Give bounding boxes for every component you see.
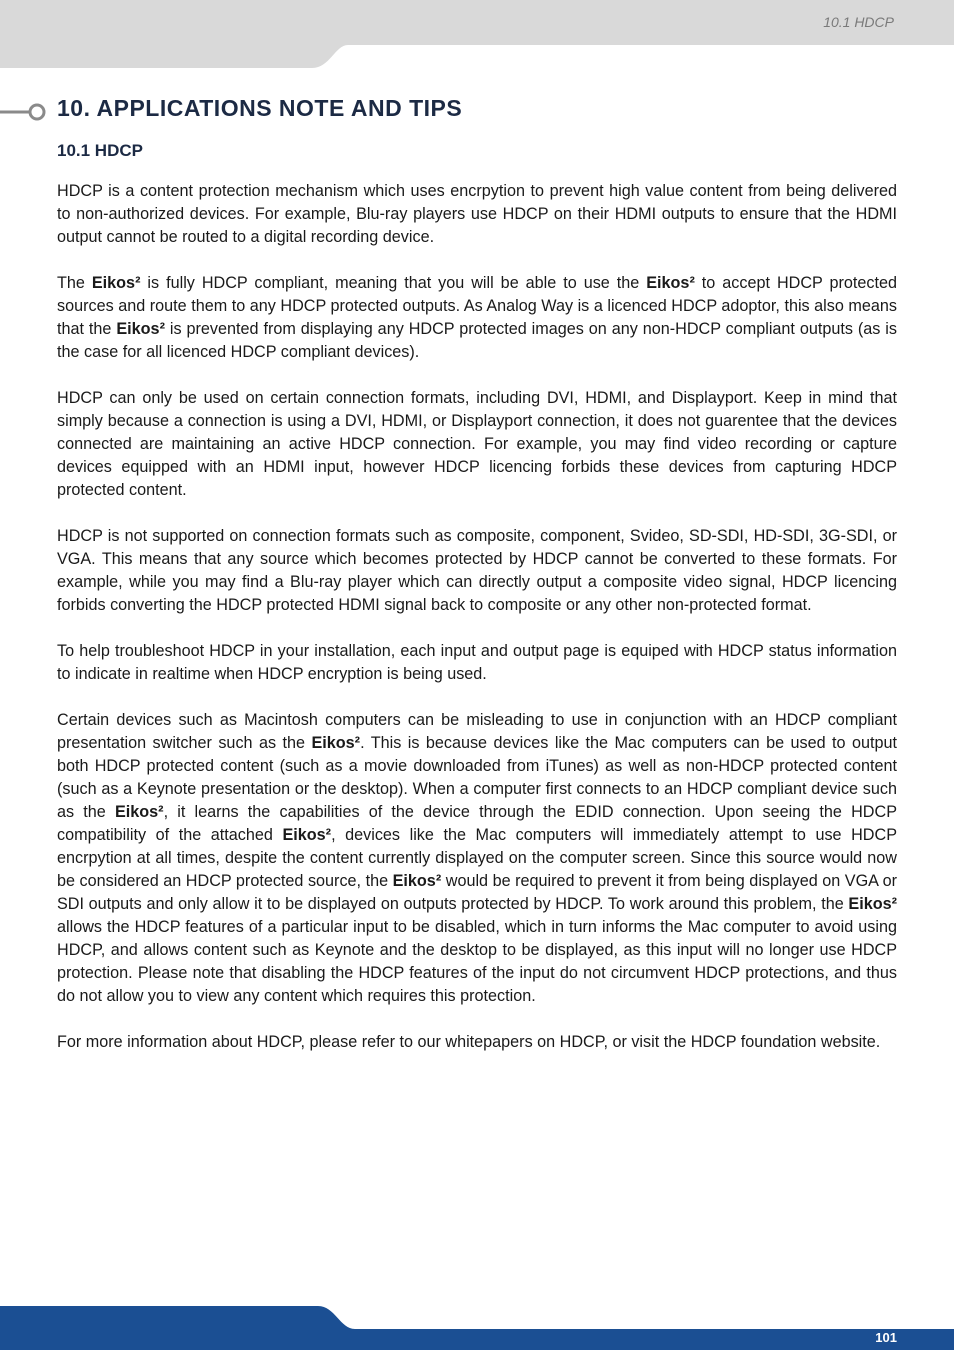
chapter-title: 10. APPLICATIONS NOTE AND TIPS xyxy=(57,95,463,121)
product-name: Eikos² xyxy=(91,274,141,292)
title-ornament xyxy=(0,102,48,122)
paragraph: HDCP is a content protection mechanism which uses encrpytion to prevent high value content from being delivered to non-authorized devices. For example, Blu-ray players use HDCP on their HDMI outputs to ensure that the HDMI output cannot be routed to a digital recording device. xyxy=(57,182,897,246)
page-number: 101 xyxy=(875,1330,897,1345)
product-name: Eikos² xyxy=(311,734,361,752)
section-title: 10.1 HDCP xyxy=(57,141,143,160)
paragraph: HDCP can only be used on certain connection formats, including DVI, HDMI, and Displayport. Keep in mind that simply because a connection is using a DVI, HDMI, or Displayport connection, it does not guarentee that the devices connected are maintaining an active HDCP connection. For example, you may find video recording or capture devices equipped with an HDMI input, however HDCP licencing forbids these devices from capturing HDCP protected content. xyxy=(57,389,897,499)
product-name: Eikos² xyxy=(392,872,442,890)
product-name: Eikos² xyxy=(646,274,695,292)
running-header: 10.1 HDCP xyxy=(823,14,894,30)
product-name: Eikos² xyxy=(848,895,897,913)
product-name: Eikos² xyxy=(116,320,165,338)
paragraph: HDCP is not supported on connection formats such as composite, component, Svideo, SD-SDI, HD-SDI, 3G-SDI, or VGA. This means that any source which becomes protected by HDCP cannot be converted to these formats. For example, while you may find a Blu-ray player which can directly output a composite video signal, HDCP licencing forbids converting the HDCP protected HDMI signal back to composite or any other non-protected format. xyxy=(57,527,897,614)
paragraph: The Eikos² is fully HDCP compliant, meaning that you will be able to use the Eikos² to accept HDCP protected sources and route them to any HDCP protected outputs. As Analog Way is a licenced HDCP adoptor, this also means that the Eikos² is prevented from displaying any HDCP protected images on any non-HDCP compliant outputs (as is the case for all licenced HDCP compliant devices). xyxy=(57,274,898,361)
paragraph: For more information about HDCP, please refer to our whitepapers on HDCP, or visit the HDCP foundation website. xyxy=(57,1033,881,1051)
product-name: Eikos² xyxy=(114,803,164,821)
header-band xyxy=(0,0,954,70)
footer-band xyxy=(0,1300,954,1350)
paragraph: To help troubleshoot HDCP in your installation, each input and output page is equiped with HDCP status information to indicate in realtime when HDCP encryption is being used. xyxy=(57,642,897,683)
product-name: Eikos² xyxy=(282,826,332,844)
body-text xyxy=(57,180,897,1077)
paragraph: Certain devices such as Macintosh computers can be misleading to use in conjunction with an HDCP compliant presentation switcher such as the Eikos². This is because devices like the Mac computers can be used to output both HDCP protected content (such as a movie downloaded from iTunes) as well as non-HDCP protected content (such as a Keynote presentation or the desktop). When a computer first connects to an HDCP compliant device such as the Eikos², it learns the capabilities of the device through the EDID connection. Upon seeing the HDCP compatibility of the attached Eikos², devices like the Mac computers will immediately attempt to use HDCP encrpytion at all times, despite the content currently displayed on the computer screen. Since this source would now be considered an HDCP protected source, the Eikos² would be required to prevent it from being displayed on VGA or SDI outputs and only allow it to be displayed on outputs protected by HDCP. To work around this problem, the Eikos² allows the HDCP features of a particular input to be disabled, which in turn informs the Mac computer to avoid using HDCP, and allows content such as Keynote and the desktop to be displayed, as this input will no longer use HDCP protection. Please note that disabling the HDCP features of the input do not circumvent HDCP protections, and thus do not allow you to view any content which requires this protection. xyxy=(57,711,898,1005)
